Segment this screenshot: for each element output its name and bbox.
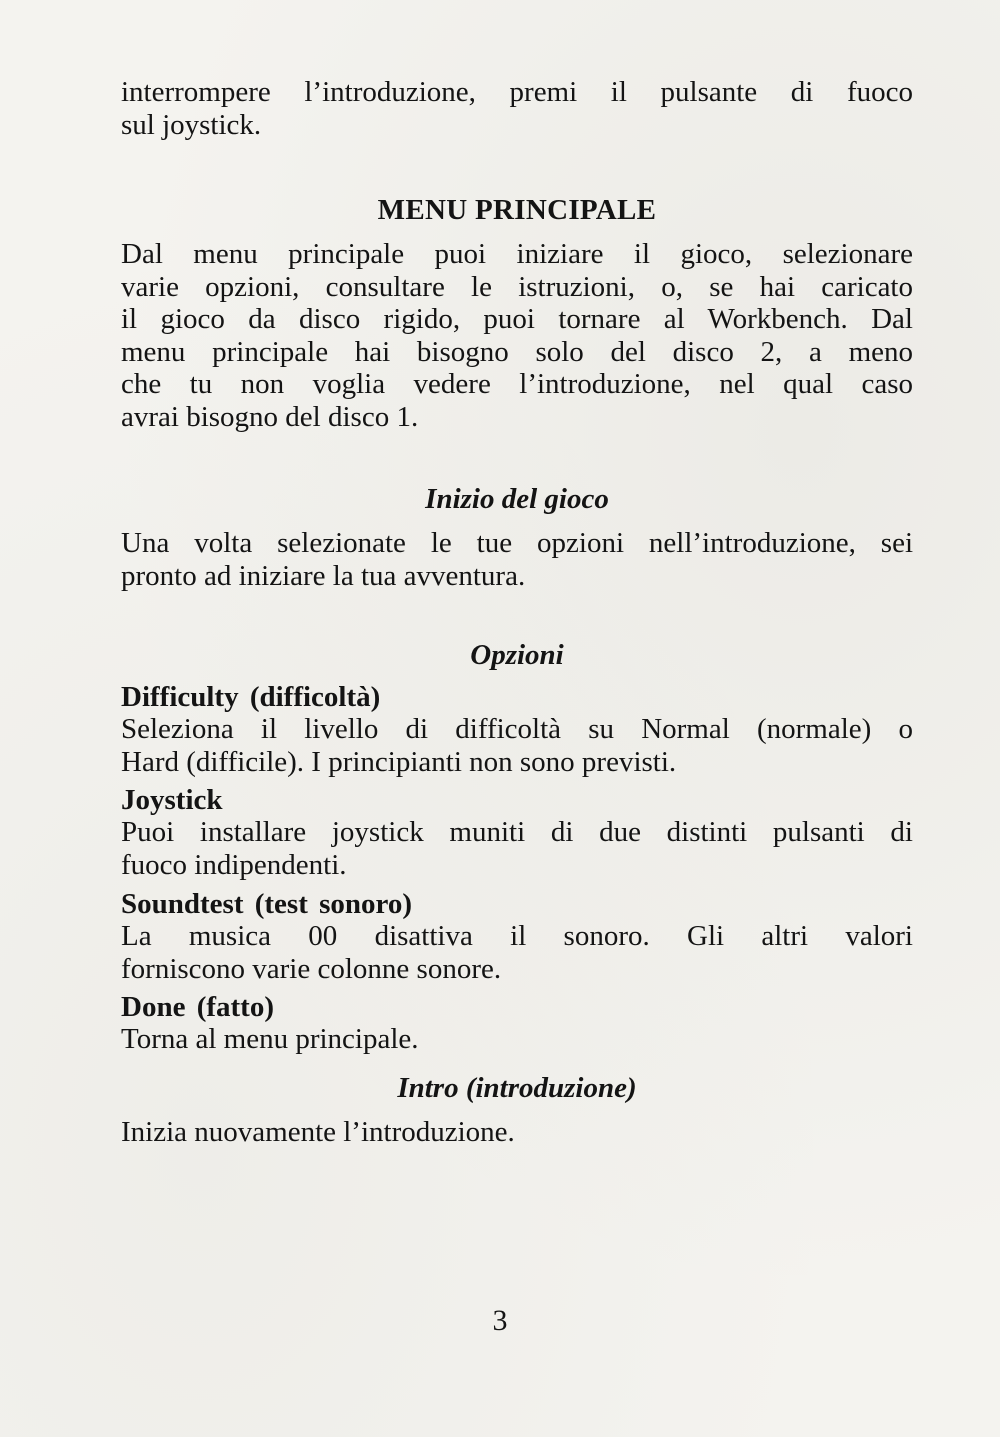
option-title: Joystick — [121, 784, 223, 816]
text-line: sul joystick. — [121, 108, 262, 141]
option-title: Difficulty (difficoltà) — [121, 681, 381, 713]
option-soundtest — [121, 888, 913, 985]
option-difficulty — [121, 681, 913, 778]
text-line: Puoi installare joystick muniti di due distinti pulsanti di — [121, 816, 913, 848]
text-line: che tu non voglia vedere l’introduzione, nel qual caso — [121, 368, 913, 400]
text-line: Torna al menu principale. — [121, 1023, 419, 1055]
text-line: pronto ad iniziare la tua avventura. — [121, 559, 526, 592]
text-line: varie opzioni, consultare le istruzioni, o, se hai caricato — [121, 270, 913, 303]
text-line: La musica 00 disattiva il sonoro. Gli altri valori — [121, 920, 913, 952]
intro-paragraph — [121, 1116, 913, 1149]
option-description — [121, 920, 913, 985]
text-line: interrompere l’introduzione, premi il pulsante di fuoco — [121, 76, 913, 108]
option-description — [121, 1023, 913, 1056]
text-line: fuoco indipendenti. — [121, 848, 347, 881]
option-title: Soundtest (test sonoro) — [121, 888, 413, 920]
start-game-paragraph — [121, 527, 913, 592]
option-description — [121, 816, 913, 881]
option-description — [121, 713, 913, 778]
text-line: il gioco da disco rigido, puoi tornare al Workbench. Dal — [121, 303, 913, 335]
text-line: Una volta selezionate le tue opzioni nell’introduzione, sei — [121, 527, 913, 559]
text-line: Hard (difficile). I principianti non sono previsti. — [121, 745, 677, 778]
page-content — [121, 76, 913, 1148]
text-line: menu principale hai bisogno solo del disco 2, a meno — [121, 335, 913, 368]
option-title: Done (fatto) — [121, 991, 274, 1023]
intro-continuation-paragraph — [121, 76, 913, 141]
text-line: avrai bisogno del disco 1. — [121, 400, 419, 433]
option-done — [121, 991, 913, 1056]
text-line: Seleziona il livello di difficoltà su Normal (normale) o — [121, 713, 913, 745]
main-menu-heading: MENU PRINCIPALE — [377, 194, 657, 226]
start-game-heading: Inizio del gioco — [425, 483, 609, 515]
text-line: Inizia nuovamente l’introduzione. — [121, 1115, 515, 1148]
options-heading: Opzioni — [470, 639, 564, 671]
option-joystick — [121, 784, 913, 881]
text-line: forniscono varie colonne sonore. — [121, 952, 502, 985]
page-number: 3 — [492, 1304, 508, 1337]
main-menu-paragraph — [121, 238, 913, 433]
intro-heading: Intro (introduzione) — [397, 1071, 637, 1104]
text-line: Dal menu principale puoi iniziare il gioco, selezionare — [121, 238, 913, 270]
